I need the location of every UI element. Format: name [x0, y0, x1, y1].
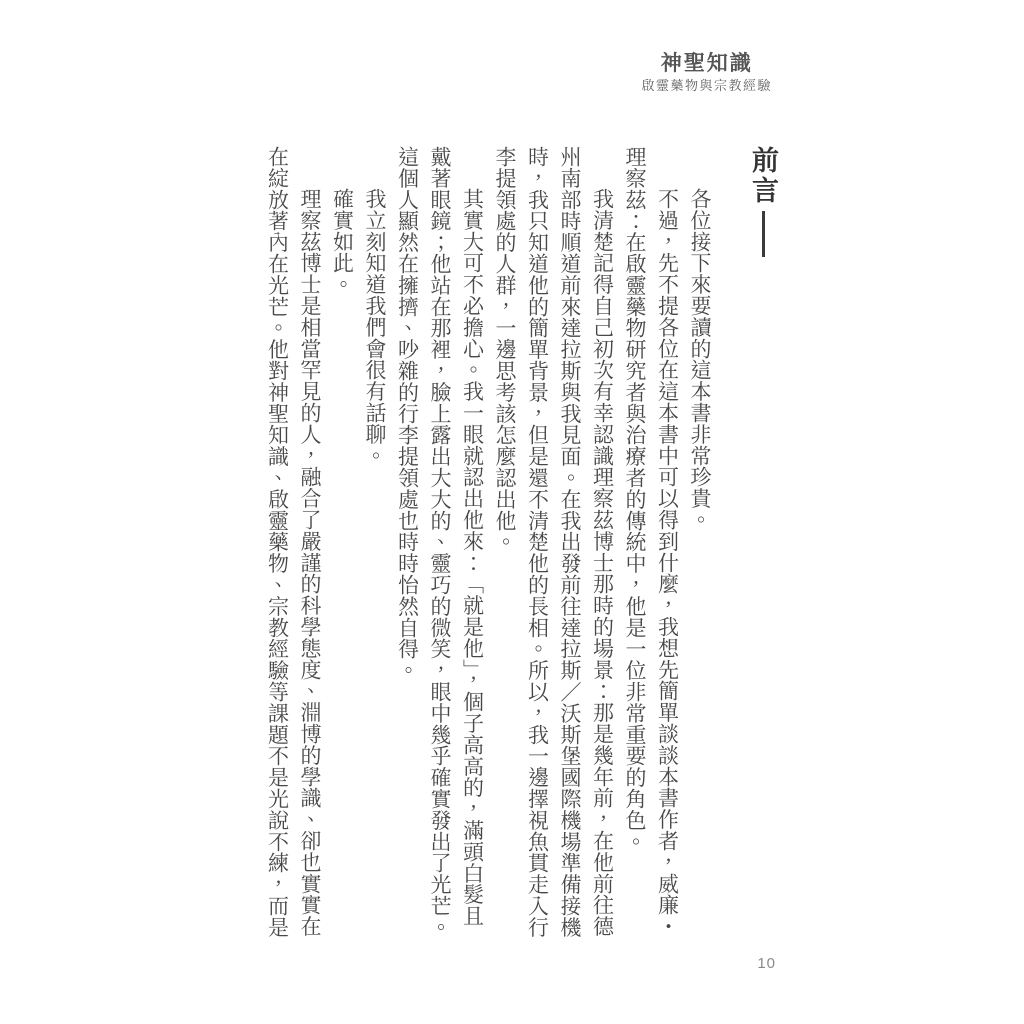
paragraph-5: 我立刻知道我們會很有話聊。: [363, 188, 387, 467]
chapter-title-dash: [762, 211, 765, 257]
paragraph-4: 其實大可不必擔心。我一眼就認出他來：「就是他」，個子高高的，滿頭白髮且戴著眼鏡；他站在那裡，臉上露出大大的、靈巧的微笑，眼中幾乎確實發出了光芒。這個人顯然在擁擠、吵雜的行李提領處也時時怡然自得。: [395, 146, 485, 938]
paragraph-3: 我清楚記得自己初次有幸認識理察茲博士那時的場景：那是幾年前，在他前往德州南部時順道前來達拉斯與我見面。在我出發前往達拉斯／沃斯堡國際機場準備接機時，我只知道他的簡單背景，但是還不清楚他的長相。所以，我一邊擇視魚貫走入行李提領處的人群，一邊思考該怎麼認出他。: [493, 146, 615, 938]
paragraph-2: 不過，先不提各位在這本書中可以得到什麼，我想先簡單談談本書作者，威廉・理察茲：在啟靈藥物研究者與治療者的傳統中，他是一位非常重要的角色。: [623, 146, 680, 937]
page-number: 10: [757, 955, 776, 972]
running-head: [641, 50, 772, 95]
paragraph-7: 理察茲博士是相當罕見的人，融合了嚴謹的科學態度、淵博的學識、卻也實實在在綻放著內在光芒。他對神聖知識、啟靈藥物、宗教經驗等課題不是光說不練，而是: [265, 146, 322, 938]
book-title: 神聖知識: [660, 51, 753, 75]
text-block: [261, 146, 778, 939]
book-subtitle: 啟靈藥物與宗教經驗: [641, 78, 772, 94]
chapter-title: [748, 146, 778, 939]
paragraph-6: 確實如此。: [330, 188, 355, 295]
paragraph-1: 各位接下來要讀的這本書非常珍貴。: [688, 188, 712, 531]
chapter-title-text: 前言: [748, 146, 778, 206]
